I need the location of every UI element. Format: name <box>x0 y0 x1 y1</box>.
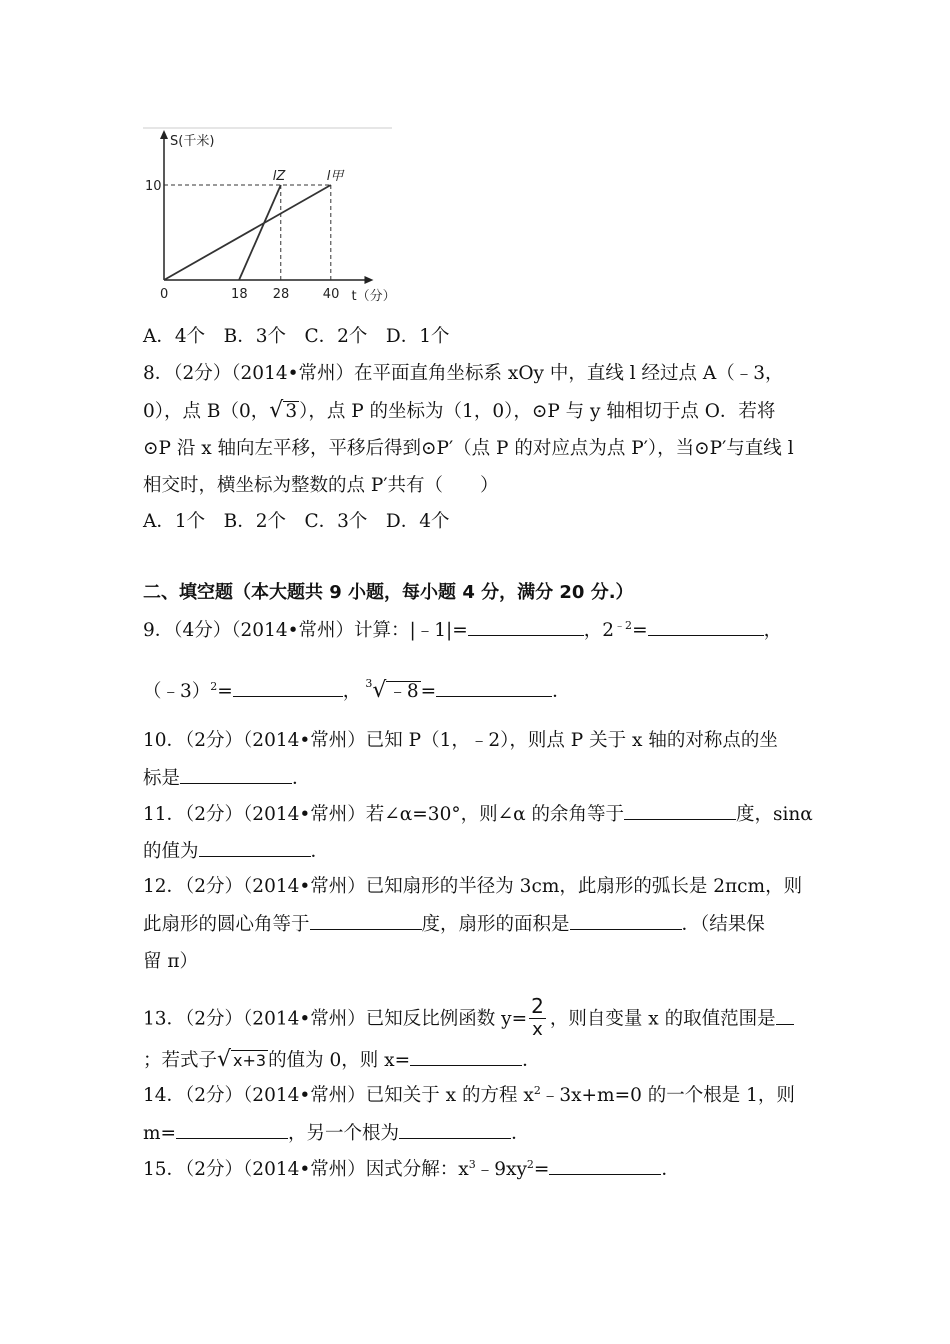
q13-line1-a: 13．（2分）（2014•常州）已知反比例函数 y= <box>143 1008 528 1030</box>
answer-blank[interactable] <box>310 912 422 930</box>
x-axis-label: t（分） <box>351 289 396 304</box>
x-tick-label: 0 <box>160 287 169 302</box>
q8-line1: 8．（2分）（2014•常州）在平面直角坐标系 xOy 中，直线 l 经过点 A（﹣3， <box>143 363 784 384</box>
sqrt-sign: √ <box>217 1047 232 1072</box>
q13-line2-b: 的值为 0，则 x= <box>268 1050 411 1071</box>
q7-options: A．4个 B．3个 C．2个 D．1个 <box>143 326 450 347</box>
q13-line1-b: ，则自变量 x 的取值范围是 <box>549 1008 776 1030</box>
q11-line1-a: 11．（2分）（2014•常州）若∠α=30°，则∠α 的余角等于 <box>143 804 624 825</box>
answer-blank[interactable] <box>624 802 736 820</box>
q14-exp: 2 <box>533 1084 541 1097</box>
cube-root-radicand: ﹣8 <box>388 681 419 702</box>
q14-line2-a: m= <box>143 1123 177 1144</box>
q14-line2 <box>143 1121 530 1146</box>
q13-sqrt-radicand: x+3 <box>233 1051 267 1070</box>
q11-end: ． <box>310 841 330 862</box>
q9-prefix: 9．（4分）（2014•常州）计算：|﹣1|= <box>143 620 468 641</box>
q15-end: ． <box>661 1159 680 1180</box>
q8-sqrt-radicand: 3 <box>285 401 298 422</box>
series-label: lZ <box>272 169 286 184</box>
answer-blank[interactable] <box>549 1157 661 1175</box>
q14-line1-a: 14．（2分）（2014•常州）已知关于 x 的方程 x <box>143 1085 534 1106</box>
q8-line4: 相交时，横坐标为整数的点 P′共有（ ） <box>143 475 499 496</box>
distance-time-chart <box>140 125 400 310</box>
q15-b: ﹣9xy <box>475 1159 527 1180</box>
x-tick-label: 28 <box>272 287 290 302</box>
fraction <box>529 996 546 1039</box>
answer-blank[interactable] <box>468 618 584 636</box>
q11-line1-b: 度，sinα <box>735 804 813 825</box>
q13-line2 <box>143 1048 541 1073</box>
q15-exp1: 3 <box>468 1158 476 1171</box>
q9-l2d: = <box>420 681 437 702</box>
cube-root-index: 3 <box>365 677 373 690</box>
q14-end: ． <box>511 1123 530 1144</box>
q9-exp: ﹣2 <box>614 619 633 632</box>
fraction-denominator: x <box>532 1019 543 1040</box>
series-line-jia <box>164 185 331 280</box>
q9-mid: ，2 <box>583 620 615 641</box>
q9-end: ， <box>763 620 783 641</box>
q13-line1 <box>143 994 794 1041</box>
q12-line2-a: 此扇形的圆心角等于 <box>143 914 310 935</box>
section-title: 二、填空题（本大题共 9 小题，每小题 4 分，满分 20 分.） <box>143 582 634 603</box>
q15-exp2: 2 <box>526 1158 534 1171</box>
y-tick-label: 10 <box>145 179 162 194</box>
q8-line2 <box>143 399 775 424</box>
answer-blank[interactable] <box>180 766 292 784</box>
q8-options: A．1个 B．2个 C．3个 D．4个 <box>143 511 450 532</box>
q8-line2-a: 0），点 B（0， <box>143 401 270 422</box>
q12-line2 <box>143 912 765 937</box>
answer-blank[interactable] <box>176 1121 288 1139</box>
answer-blank[interactable] <box>399 1121 511 1139</box>
fraction-numerator: 2 <box>531 994 544 1018</box>
q8-line3: ⊙P 沿 x 轴向左平移，平移后得到⊙P′（点 P 的对应点为点 P′），当⊙P′与直线 l <box>143 438 794 459</box>
q9-l2e: ． <box>552 681 571 702</box>
q11-line2-text: 的值为 <box>143 841 199 862</box>
series-line-yi <box>239 185 281 280</box>
q9-l2b: = <box>217 681 233 702</box>
q8-line2-b: ），点 P 的坐标为（1，0），⊙P 与 y 轴相切于点 O．若将 <box>299 401 776 422</box>
x-tick-label: 40 <box>322 287 340 302</box>
q9-l2c: ， <box>342 681 362 702</box>
q10-line2 <box>143 766 311 791</box>
q9-l2a: （﹣3） <box>143 681 211 702</box>
answer-blank[interactable] <box>776 1007 794 1025</box>
q13-line2-a: ；若式子 <box>143 1050 218 1071</box>
cube-root-sign: √ <box>372 678 387 703</box>
q10-end: ． <box>292 768 311 789</box>
answer-blank[interactable] <box>199 839 311 857</box>
q10-line1: 10．（2分）（2014•常州）已知 P（1，﹣2），则点 P 关于 x 轴的对称点的坐 <box>143 730 778 751</box>
answer-blank[interactable] <box>436 679 552 697</box>
q15-c: = <box>533 1159 550 1180</box>
y-axis-label: S(千米) <box>170 134 215 149</box>
answer-blank[interactable] <box>233 679 343 697</box>
q13-end: ． <box>522 1050 541 1071</box>
answer-blank[interactable] <box>570 912 682 930</box>
q14-line2-b: ，另一个根为 <box>288 1123 400 1144</box>
q14-line1 <box>143 1084 795 1108</box>
x-axis-arrow <box>364 276 373 284</box>
q14-line1-b: ﹣3x+m=0 的一个根是 1，则 <box>540 1085 795 1106</box>
q11-line2 <box>143 839 329 864</box>
series-label: l甲 <box>326 169 344 184</box>
q12-line3: 留 π） <box>143 951 199 972</box>
q10-line2-text: 标是 <box>143 768 181 789</box>
q9-l2exp: 2 <box>210 680 218 693</box>
q15-line <box>143 1157 680 1182</box>
y-axis-arrow <box>160 130 168 139</box>
q15-a: 15．（2分）（2014•常州）因式分解：x <box>143 1159 469 1180</box>
q9-line2 <box>143 679 571 704</box>
answer-blank[interactable] <box>410 1048 522 1066</box>
q9-line1 <box>143 618 782 643</box>
q11-line1 <box>143 802 813 827</box>
q12-line2-b: 度，扇形的面积是 <box>421 914 570 935</box>
q12-line1: 12．（2分）（2014•常州）已知扇形的半径为 3cm，此扇形的弧长是 2πcm，则 <box>143 876 803 897</box>
x-tick-label: 18 <box>231 287 248 302</box>
q9-eq: = <box>632 620 648 641</box>
answer-blank[interactable] <box>648 618 764 636</box>
sqrt-sign: √ <box>269 398 284 423</box>
q12-line2-c: ．（结果保 <box>681 914 765 935</box>
